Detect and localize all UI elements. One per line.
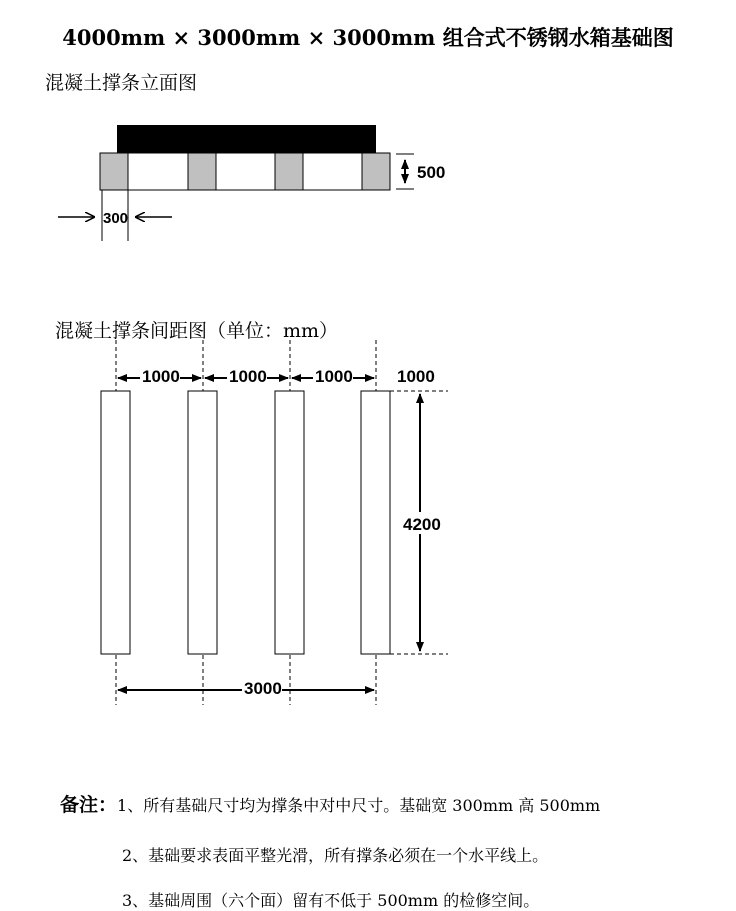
notes-label: 备注： [60,794,118,816]
gap-label-2: 1000 [229,367,267,386]
note-item-1: 1、所有基础尺寸均为撑条中对中尺寸。基础宽 300mm 高 500mm [117,796,601,815]
plan-strip-1 [101,391,130,654]
note-item-3: 3、基础周围（六个面）留有不低于 500mm 的检修空间。 [122,891,540,910]
concrete-strip-2 [188,153,216,190]
length-dim-label: 4200 [403,515,441,534]
plan-strip-4 [361,391,390,654]
notes-line-1 [60,790,600,817]
elevation-heading: 混凝土撑条立面图 [45,72,198,94]
concrete-strip-3 [275,153,303,190]
gap-label-3: 1000 [315,367,353,386]
spacing-heading: 混凝土撑条间距图（单位：mm） [55,320,339,342]
drawing-title: 4000mm × 3000mm × 3000mm 组合式不锈钢水箱基础图 [62,25,674,50]
note-item-2: 2、基础要求表面平整光滑，所有撑条必须在一个水平线上。 [122,846,549,865]
concrete-strip-1 [100,153,128,190]
water-tank-body [117,125,376,153]
plan-strip-2 [188,391,217,654]
gap-label-4: 1000 [397,367,435,386]
plan-strip-3 [275,391,304,654]
gap-label-1: 1000 [142,367,180,386]
concrete-strip-4 [362,153,390,190]
total-dim-label: 3000 [244,679,282,698]
width-dim-label: 300 [103,210,129,227]
foundation-outline [100,153,390,190]
height-dim-label: 500 [417,163,446,182]
